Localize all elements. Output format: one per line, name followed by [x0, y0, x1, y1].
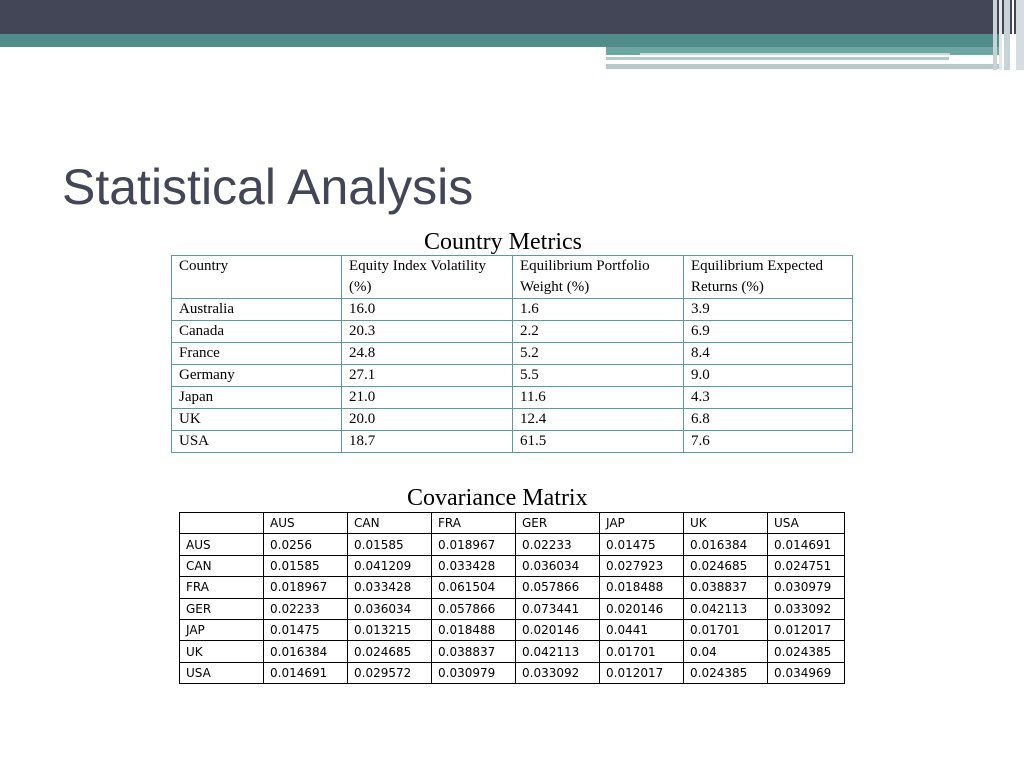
table-cell: 0.016384 [684, 534, 768, 555]
table-cell: 0.030979 [432, 662, 516, 683]
table-cell: 0.018967 [264, 577, 348, 598]
header-cell: AUS [264, 513, 348, 534]
header-cell: Equilibrium Expected Returns (%) [684, 256, 853, 299]
table-row [180, 598, 845, 619]
table-row [180, 555, 845, 576]
header-accent-grey-thin [606, 57, 949, 60]
table-cell: 4.3 [684, 387, 853, 409]
table-cell: 0.014691 [264, 662, 348, 683]
table-cell: 0.033428 [348, 577, 432, 598]
table-cell: AUS [180, 534, 264, 555]
table-cell: 0.012017 [600, 662, 684, 683]
table-row [180, 662, 845, 683]
table-cell: 61.5 [513, 431, 684, 453]
table-cell: 0.024685 [684, 555, 768, 576]
table-cell: 0.02233 [516, 534, 600, 555]
country-metrics-table [171, 255, 853, 453]
table-cell: 0.057866 [516, 577, 600, 598]
header-accent-grey [606, 64, 1000, 69]
table-row [172, 299, 853, 321]
table-cell: 0.012017 [768, 619, 845, 640]
table-cell: 6.9 [684, 321, 853, 343]
table-cell: USA [180, 662, 264, 683]
table-cell: JAP [180, 619, 264, 640]
table-cell: 7.6 [684, 431, 853, 453]
table-cell: 0.01585 [264, 555, 348, 576]
table-cell: 8.4 [684, 343, 853, 365]
table-row [172, 387, 853, 409]
table-cell: 0.057866 [432, 598, 516, 619]
table-cell: 9.0 [684, 365, 853, 387]
table-row [172, 321, 853, 343]
table-cell: 0.01585 [348, 534, 432, 555]
table-cell: 0.027923 [600, 555, 684, 576]
table-cell: 0.036034 [348, 598, 432, 619]
table-cell: 0.01701 [600, 641, 684, 662]
table-cell: 0.020146 [600, 598, 684, 619]
table-cell: USA [172, 431, 342, 453]
table-cell: 24.8 [342, 343, 513, 365]
table-cell: 0.038837 [432, 641, 516, 662]
table-cell: 0.018488 [432, 619, 516, 640]
table-cell: 0.033428 [432, 555, 516, 576]
table-cell: 21.0 [342, 387, 513, 409]
table-cell: 0.033092 [516, 662, 600, 683]
table-cell: 0.020146 [516, 619, 600, 640]
table-cell: 0.042113 [684, 598, 768, 619]
table-row [172, 431, 853, 453]
table-cell: France [172, 343, 342, 365]
header-cell: USA [768, 513, 845, 534]
table-cell: Australia [172, 299, 342, 321]
table-cell: 27.1 [342, 365, 513, 387]
table-cell: 0.033092 [768, 598, 845, 619]
table-cell: 0.042113 [516, 641, 600, 662]
header-cell: Equity Index Volatility (%) [342, 256, 513, 299]
table-row [180, 577, 845, 598]
table-cell: 0.013215 [348, 619, 432, 640]
table-cell: 0.073441 [516, 598, 600, 619]
header-cell: Country [172, 256, 342, 299]
table-header-row [172, 256, 853, 299]
covariance-matrix-caption: Covariance Matrix [407, 485, 588, 511]
table-row [180, 619, 845, 640]
table-cell: FRA [180, 577, 264, 598]
table-cell: 0.061504 [432, 577, 516, 598]
table-cell: 0.0441 [600, 619, 684, 640]
table-cell: 0.030979 [768, 577, 845, 598]
table-cell: CAN [180, 555, 264, 576]
table-cell: 0.0256 [264, 534, 348, 555]
table-cell: 0.01475 [600, 534, 684, 555]
table-header-row [180, 513, 845, 534]
table-cell: 0.04 [684, 641, 768, 662]
table-cell: 0.036034 [516, 555, 600, 576]
header-cell: UK [684, 513, 768, 534]
header-stripes [993, 0, 1024, 70]
table-cell: 3.9 [684, 299, 853, 321]
table-row [180, 534, 845, 555]
table-cell: 0.038837 [684, 577, 768, 598]
table-row [180, 641, 845, 662]
header-cell [180, 513, 264, 534]
country-metrics-caption: Country Metrics [424, 229, 582, 255]
table-cell: GER [180, 598, 264, 619]
table-cell: UK [172, 409, 342, 431]
header-bar-dark [0, 0, 1024, 34]
slide-title: Statistical Analysis [62, 159, 474, 215]
table-cell: 18.7 [342, 431, 513, 453]
table-cell: Japan [172, 387, 342, 409]
table-cell: 0.016384 [264, 641, 348, 662]
table-cell: 20.3 [342, 321, 513, 343]
table-cell: 20.0 [342, 409, 513, 431]
table-cell: 0.024385 [768, 641, 845, 662]
table-cell: UK [180, 641, 264, 662]
table-cell: 0.01701 [684, 619, 768, 640]
table-cell: 0.041209 [348, 555, 432, 576]
table-cell: 0.014691 [768, 534, 845, 555]
table-cell: 0.034969 [768, 662, 845, 683]
header-cell: JAP [600, 513, 684, 534]
table-row [172, 365, 853, 387]
table-cell: 0.018488 [600, 577, 684, 598]
table-cell: 0.01475 [264, 619, 348, 640]
table-row [172, 409, 853, 431]
table-cell: 0.024751 [768, 555, 845, 576]
table-cell: 0.02233 [264, 598, 348, 619]
table-cell: 1.6 [513, 299, 684, 321]
table-cell: 0.024385 [684, 662, 768, 683]
table-cell: 16.0 [342, 299, 513, 321]
header-cell: FRA [432, 513, 516, 534]
table-cell: 0.018967 [432, 534, 516, 555]
covariance-matrix-table [179, 512, 845, 684]
header-accent-line [640, 53, 950, 55]
table-cell: 0.024685 [348, 641, 432, 662]
table-cell: 11.6 [513, 387, 684, 409]
header-cell: GER [516, 513, 600, 534]
table-cell: 5.2 [513, 343, 684, 365]
table-cell: 0.029572 [348, 662, 432, 683]
table-cell: 2.2 [513, 321, 684, 343]
table-row [172, 343, 853, 365]
header-cell: Equilibrium Portfolio Weight (%) [513, 256, 684, 299]
table-cell: Germany [172, 365, 342, 387]
header-cell: CAN [348, 513, 432, 534]
header-bar-teal [0, 34, 1000, 47]
table-cell: 12.4 [513, 409, 684, 431]
table-cell: 5.5 [513, 365, 684, 387]
table-cell: Canada [172, 321, 342, 343]
table-cell: 6.8 [684, 409, 853, 431]
